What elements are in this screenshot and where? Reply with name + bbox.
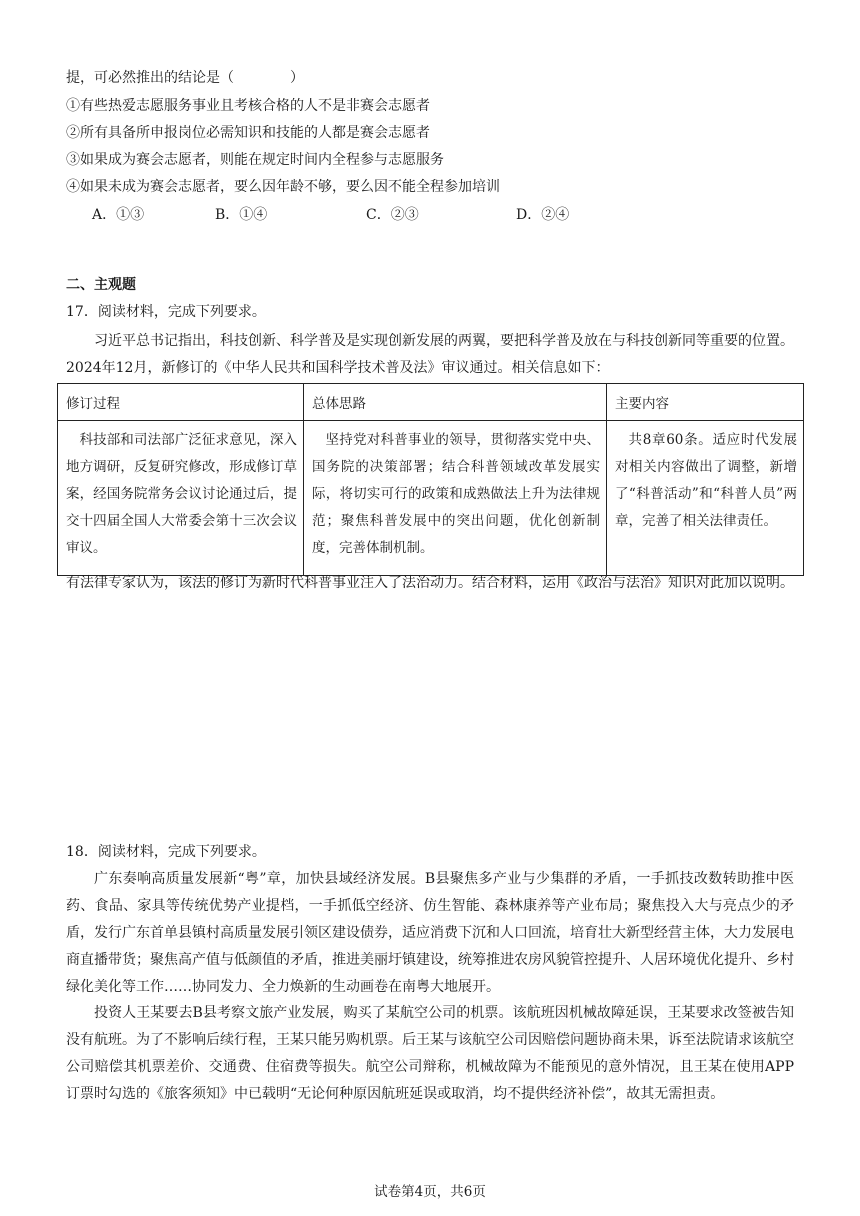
table-cell-content — [607, 421, 804, 576]
q17-prompt: 17．阅读材料，完成下列要求。 — [66, 304, 266, 320]
q16-stem-tail: 提，可必然推出的结论是（ ） — [66, 70, 304, 86]
table-cell-process — [58, 421, 304, 576]
table-cell-content-text: 共8章60条。适应时代发展对相关内容做出了调整，新增了“科普活动”和“科普人员”两章，完善了相关法律责任。 — [615, 432, 797, 529]
q16-option-a[interactable]: A．①③ — [92, 207, 145, 223]
q16-statement-1: ①有些热爱志愿服务事业且考核合格的人不是非赛会志愿者 — [66, 98, 430, 114]
q17-material: 习近平总书记指出，科技创新、科学普及是实现创新发展的两翼，要把科学普及放在与科技创新同等重要的位置。2024年12月，新修订的《中华人民共和国科学技术普及法》审议通过。相关信息如下： — [66, 333, 794, 376]
table-cell-approach-text: 坚持党对科普事业的领导，贯彻落实党中央、国务院的决策部署；结合科普领域改革发展实际，将切实可行的政策和成熟做法上升为法律规范；聚焦科普发展中的突出问题，优化创新制度，完善体制机制。 — [312, 432, 600, 556]
table-row — [58, 421, 804, 576]
q16-statement-3: ③如果成为赛会志愿者，则能在规定时间内全程参与志愿服务 — [66, 152, 444, 168]
q18-paragraph-2: 投资人王某要去B县考察文旅产业发展，购买了某航空公司的机票。该航班因机械故障延误，王某要求改签被告知没有航班。为了不影响后续行程，王某只能另购机票。后王某与该航空公司因赔偿问题协商未果，诉至法院请求该航空公司赔偿其机票差价、交通费、住宿费等损失。航空公司辩称，机械故障为不能预见的意外情况，且王某在使用APP订票时勾选的《旅客须知》中已载明“无论何种原因航班延误或取消，均不提供经济补偿”，故其无需担责。 — [66, 1005, 794, 1102]
table-header-row — [58, 384, 804, 421]
table-cell-process-text: 科技部和司法部广泛征求意见，深入地方调研，反复研究修改，形成修订草案，经国务院常务会议讨论通过后，提交十四届全国人大常委会第十三次会议审议。 — [66, 432, 297, 556]
section-heading: 二、主观题 — [66, 277, 136, 293]
q16-option-b[interactable]: B．①④ — [215, 207, 268, 223]
q17-task: 有法律专家认为，该法的修订为新时代科普事业注入了法治动力。结合材料，运用《政治与法治》知识对此加以说明。 — [66, 575, 794, 591]
q16-statement-2: ②所有具备所申报岗位必需知识和技能的人都是赛会志愿者 — [66, 125, 430, 141]
q16-option-d[interactable]: D．②④ — [516, 207, 570, 223]
q18-paragraph-1: 广东奏响高质量发展新“粤”章，加快县域经济发展。B县聚焦多产业与少集群的矛盾，一手抓技改数转助推中医药、食品、家具等传统优势产业提档，一手抓低空经济、仿生智能、森林康养等产业布局；聚焦投入大与亮点少的矛盾，发行广东首单县镇村高质量发展引领区建设债券，适应消费下沉和人口回流，培育壮大新型经营主体，大力发展电商直播带货；聚焦高产值与低颜值的矛盾，推进美丽圩镇建设，统筹推进农房风貌管控提升、人居环境优化提升、乡村绿化美化等工作……协同发力、全力焕新的生动画卷在南粤大地展开。 — [66, 871, 794, 995]
table-header-content: 主要内容 — [607, 384, 804, 421]
table-header-approach: 总体思路 — [304, 384, 607, 421]
table-header-process: 修订过程 — [58, 384, 304, 421]
q16-statement-4: ④如果未成为赛会志愿者，要么因年龄不够，要么因不能全程参加培训 — [66, 179, 500, 195]
q18-prompt: 18．阅读材料，完成下列要求。 — [66, 844, 266, 860]
table-cell-approach — [304, 421, 607, 576]
page-footer: 试卷第4页，共6页 — [374, 1184, 486, 1200]
q16-option-c[interactable]: C．②③ — [366, 207, 419, 223]
q17-info-table — [57, 383, 804, 576]
